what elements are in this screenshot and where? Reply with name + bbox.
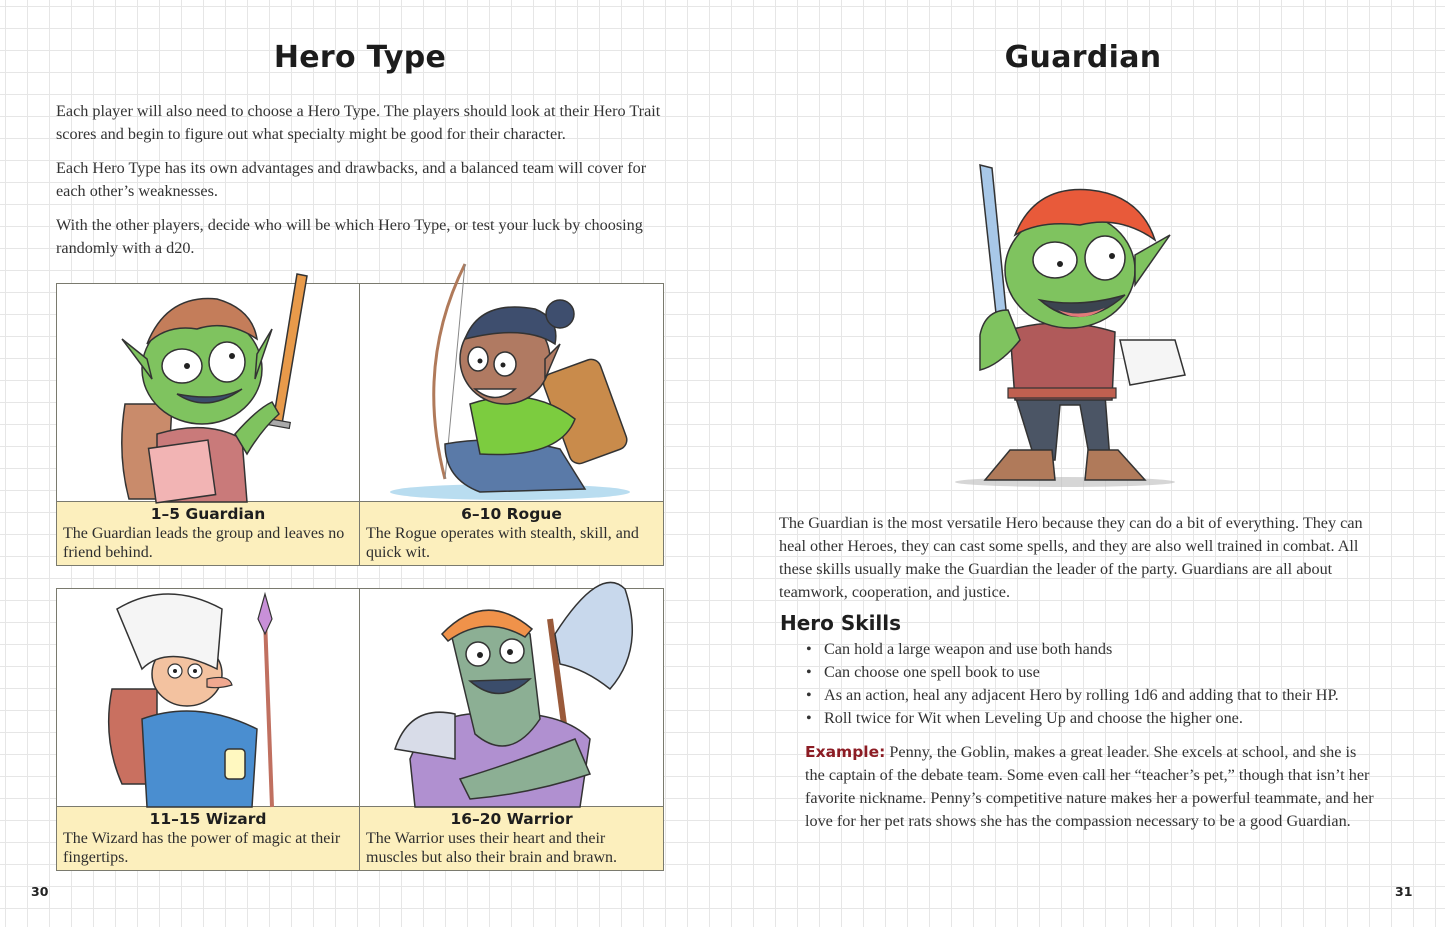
rogue-illustration xyxy=(360,284,663,502)
hero-type-card-rogue xyxy=(360,284,663,565)
elf-rogue-illustration-icon xyxy=(360,284,663,502)
intro-text xyxy=(56,100,676,271)
intro-paragraph: With the other players, decide who will be which Hero Type, or test your luck by choosing randomly with a d20. xyxy=(56,216,643,257)
hero-type-caption xyxy=(57,502,359,565)
hero-type-caption xyxy=(57,807,359,870)
left-page xyxy=(0,0,722,927)
right-page xyxy=(722,0,1445,927)
skill-item: • As an action, heal any adjacent Hero by rolling 1d6 and adding that to their HP. xyxy=(806,684,1386,707)
hero-type-title: 11–15 Wizard xyxy=(149,810,267,828)
hero-type-title: 16–20 Warrior xyxy=(450,810,573,828)
example-text: Penny, the Goblin, makes a great leader. She excels at school, and she is the captain of the debate team. Some even call her “teacher’s pet,” though that isn’t her favorite nickname. Penny’s competitive nature makes her a powerful teammate, and her love for her pet rats shows she has the compassion necessary to be a good Guardian. xyxy=(805,743,1374,830)
wizard-illustration xyxy=(57,589,359,807)
hero-type-caption xyxy=(360,502,663,565)
skill-item: • Can hold a large weapon and use both hands xyxy=(806,638,1386,661)
hero-type-description: The Wizard has the power of magic at their fingertips. xyxy=(63,830,341,866)
guardian-description: The Guardian is the most versatile Hero because they can do a bit of everything. They can heal other Heroes, they can cast some spells, and they are also well trained in combat. All these skills usually make the Guardian the leader of the party. Guardians are all about teamwork, cooperation, and justice. xyxy=(779,514,1363,601)
page-title: Hero Type xyxy=(273,40,447,75)
hero-type-caption xyxy=(360,807,663,870)
skill-item: • Can choose one spell book to use xyxy=(806,661,1386,684)
warrior-illustration xyxy=(360,589,663,807)
hero-type-card-warrior xyxy=(360,589,663,870)
page-number: 30 xyxy=(31,884,49,899)
gnome-wizard-illustration-icon xyxy=(57,589,360,807)
hero-type-table-row-1 xyxy=(56,283,664,566)
goblin-guardian-illustration-icon xyxy=(940,160,1200,490)
example-label: Example: xyxy=(805,743,886,761)
intro-paragraph: Each player will also need to choose a Hero Type. The players should look at their Hero Trait scores and begin to figure out what specialty might be good for their character. xyxy=(56,102,661,143)
orc-warrior-illustration-icon xyxy=(360,589,663,807)
hero-type-description: The Warrior uses their heart and their muscles but also their brain and brawn. xyxy=(366,830,618,866)
hero-type-table-row-2 xyxy=(56,588,664,871)
hero-type-title: 6–10 Rogue xyxy=(461,505,562,523)
intro-paragraph: Each Hero Type has its own advantages and drawbacks, and a balanced team will cover for each other’s weaknesses. xyxy=(56,159,647,200)
hero-type-card-guardian xyxy=(57,284,360,565)
goblin-illustration-icon xyxy=(57,284,360,502)
skills-heading: Hero Skills xyxy=(780,611,902,635)
hero-type-description: The Rogue operates with stealth, skill, and quick wit. xyxy=(366,525,639,561)
skill-item: • Roll twice for Wit when Leveling Up and choose the higher one. xyxy=(806,707,1386,730)
page-number: 31 xyxy=(1395,884,1413,899)
skills-list xyxy=(806,638,1386,730)
guardian-illustration xyxy=(57,284,359,502)
hero-type-description: The Guardian leads the group and leaves no friend behind. xyxy=(63,525,345,561)
example-paragraph xyxy=(805,741,1375,833)
hero-type-card-wizard xyxy=(57,589,360,870)
page-title: Guardian xyxy=(1004,40,1162,75)
hero-type-title: 1–5 Guardian xyxy=(150,505,266,523)
